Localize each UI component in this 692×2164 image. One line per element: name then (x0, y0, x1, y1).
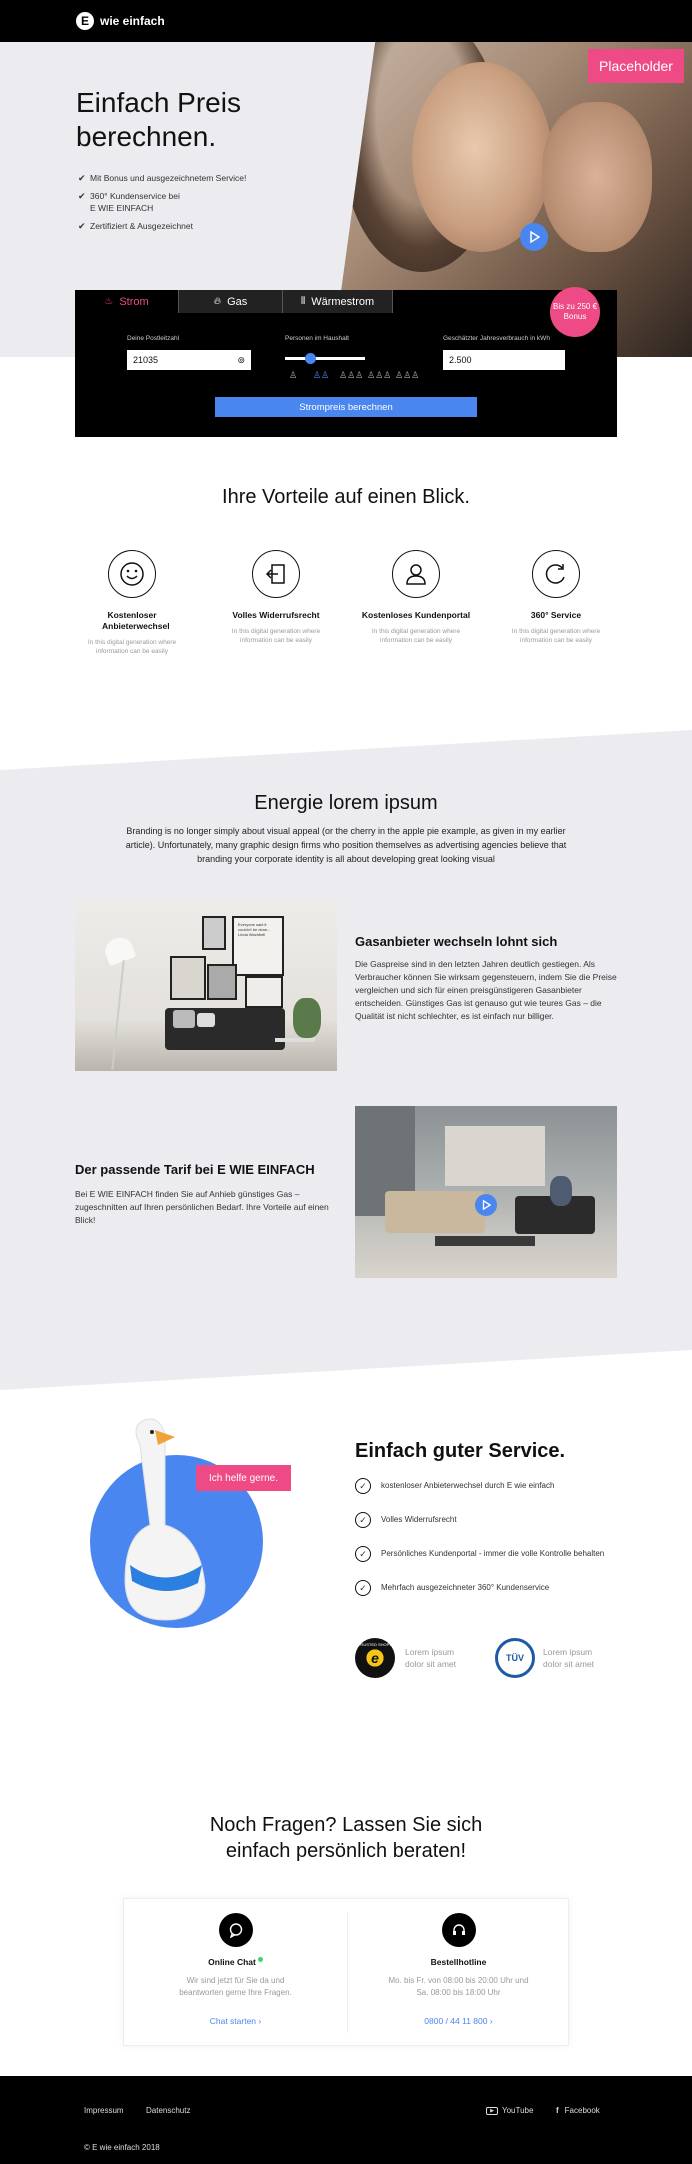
flame-icon: 🔥︎ (213, 296, 222, 307)
logo-mark[interactable]: E (76, 12, 94, 30)
seal-2-text: Lorem ipsum dolor sit amet (543, 1647, 595, 1669)
person-figure (550, 1176, 572, 1206)
check-circle-icon: ✓ (355, 1546, 371, 1562)
plant (293, 998, 321, 1038)
hero-benefit-item (78, 172, 246, 184)
picture-frame (245, 976, 283, 1008)
check-circle-icon: ✓ (355, 1478, 371, 1494)
chat-title-text: Online Chat (208, 1957, 256, 1967)
tab-label: Strom (119, 295, 149, 308)
chat-title (124, 1957, 347, 1967)
check-circle-icon: ✓ (355, 1512, 371, 1528)
energie-intro: Branding is no longer simply about visual appeal (or the cherry in the apple pie example, as given in my earlier article). Unfortunately, many graphic design firms who position themselves as advertising agencies believe that branding your corporate identity is all about developing great looking visual (125, 826, 567, 864)
vorteil-text: In this digital generation where information can be easily (511, 628, 601, 644)
check-icon: ✔ (78, 221, 86, 231)
vorteil-item (72, 550, 192, 656)
hero-benefit-text: Mit Bonus und ausgezeichnetem Service! (90, 173, 247, 183)
vorteil-text: In this digital generation where information can be easily (371, 628, 461, 644)
seal-1-text: Lorem ipsum dolor sit amet (405, 1647, 457, 1669)
article-2-text: Bei E WIE EINFACH finden Sie auf Anhieb günstiges Gas – zugeschnitten auf Ihren persönlichen Bedarf. Ihre Vorteile auf einen Blick! (75, 1189, 329, 1225)
copyright-text: © E wie einfach 2018 (84, 2143, 160, 2152)
vorteil-title: Kostenloses Kundenportal (361, 610, 471, 620)
lounge-image (355, 1106, 617, 1278)
online-status-dot (258, 1957, 263, 1962)
person-1-icon[interactable]: ♙ (288, 370, 298, 380)
smiley-icon (108, 550, 156, 598)
facebook-label: Facebook (564, 2106, 600, 2115)
tab-strom[interactable] (75, 290, 179, 313)
start-chat-link-label: Chat starten (209, 2016, 257, 2026)
hero-benefit-item (78, 190, 246, 214)
tariff-calculator (75, 290, 617, 437)
seal-label: TRUSTED SHOPS (357, 1642, 392, 1647)
vorteil-item (356, 550, 476, 645)
refresh-icon (532, 550, 580, 598)
person-5-icon[interactable]: ♙♙♙ (395, 370, 420, 380)
vorteil-title: Volles Widerrufsrecht (232, 610, 320, 620)
vorteile-title: Ihre Vorteile auf einen Blick. (222, 486, 470, 508)
service-item-text: Persönliches Kundenportal - immer die volle Kontrolle behalten (381, 1549, 605, 1558)
hotline-title: Bestellhotline (430, 1957, 487, 1967)
user-icon (392, 550, 440, 598)
datenschutz-link[interactable]: Datenschutz (146, 2106, 191, 2115)
hotline-column (347, 1899, 570, 2029)
postcode-value: 21035 (133, 355, 159, 365)
footer (0, 2076, 692, 2164)
person-2-icon[interactable]: ♙♙ (312, 370, 330, 380)
tuev-seal[interactable] (495, 1638, 535, 1678)
vorteil-text: In this digital generation where information can be easily (87, 639, 177, 655)
play-icon (481, 1200, 491, 1210)
tab-label: Wärmestrom (311, 295, 375, 308)
postcode-label: Deine Postleitzahl (127, 335, 180, 342)
article-2-title: Der passende Tarif bei E WIE EINFACH (75, 1162, 315, 1177)
postcode-input[interactable] (127, 350, 251, 370)
contact-title: Noch Fragen? Lassen Sie sich einfach persönlich beraten! (209, 1814, 483, 1862)
vorteil-title: Kostenloser Anbieterwechsel (102, 610, 170, 631)
chat-text: Wir sind jetzt für Sie da und beantworten gerne Ihre Fragen. (179, 1976, 292, 1997)
consumption-value: 2.500 (449, 355, 472, 365)
youtube-link[interactable] (486, 2106, 533, 2115)
service-title: Einfach guter Service. (355, 1440, 566, 1462)
start-chat-link[interactable] (210, 2016, 262, 2026)
person-4-icon[interactable]: ♙♙♙ (367, 370, 392, 380)
service-item-text: Mehrfach ausgezeichneter 360° Kundenservice (381, 1583, 550, 1592)
person-3-icon[interactable]: ♙♙♙ (339, 370, 364, 380)
placeholder-button[interactable]: Placeholder (588, 49, 684, 83)
seal-label: TÜV (506, 1653, 524, 1663)
living-room-image (75, 898, 337, 1071)
service-item (355, 1548, 625, 1562)
poster-text: Everyone said it couldn't be done... Linda Wachbell (238, 922, 271, 937)
service-item-text: Volles Widerrufsrecht (381, 1515, 457, 1524)
hero-video-play-button[interactable] (520, 223, 548, 251)
cushion (173, 1010, 195, 1028)
top-navigation-bar (0, 0, 692, 42)
check-icon: ✔ (78, 173, 86, 183)
consumption-input[interactable] (443, 350, 565, 370)
article-1-text: Die Gaspreise sind in den letzten Jahren deutlich gestiegen. Als Verbraucher können Sie wirksam gegensteuern, indem Sie die Preise vergleichen und sich für einen preisgünstigeren Gasanbieter entscheiden. Günstiges Gas ist genauso gut wie teures Gas – die Qualität ist nicht schlechter, es ist einfach nur billiger. (355, 959, 617, 1021)
hotline-text: Mo. bis Fr. von 08:00 bis 20:00 Uhr und Sa. 08:00 bis 18:00 Uhr (388, 1976, 529, 1997)
chevron-right-icon: › (489, 2016, 493, 2026)
goose-mascot-image (110, 1415, 220, 1625)
facebook-link[interactable] (556, 2106, 600, 2115)
chevron-right-icon: › (258, 2016, 262, 2026)
service-item (355, 1582, 625, 1596)
consumption-label: Geschätzter Jahresverbrauch in kWh (443, 335, 550, 342)
hero-image-hand (542, 102, 652, 252)
coffee-table (435, 1236, 535, 1246)
headset-icon (442, 1913, 476, 1947)
tab-gas[interactable] (179, 290, 283, 313)
vorteil-item (216, 550, 336, 645)
locate-icon[interactable]: ⊚ (237, 354, 245, 365)
side-table (275, 1038, 315, 1042)
logo-text[interactable]: wie einfach (100, 14, 165, 28)
contact-box (123, 1898, 569, 2046)
youtube-icon: ▶ (486, 2107, 498, 2115)
slider-handle[interactable] (305, 353, 316, 364)
service-item (355, 1514, 625, 1528)
calculate-price-button[interactable]: Strompreis berechnen (215, 397, 477, 417)
check-circle-icon: ✓ (355, 1580, 371, 1596)
persons-options (283, 370, 420, 381)
hotline-phone-label: 0800 / 44 11 800 (424, 2016, 488, 2026)
picture-frame (207, 964, 237, 1000)
energy-tabs (75, 290, 617, 313)
service-item-text: kostenloser Anbieterwechsel durch E wie einfach (381, 1481, 555, 1490)
vorteil-item (496, 550, 616, 645)
leather-chair (385, 1191, 485, 1233)
help-badge: Ich helfe gerne. (196, 1465, 291, 1491)
persons-label: Personen im Haushalt (285, 335, 349, 342)
service-item (355, 1480, 625, 1494)
e-logo-icon: e (371, 1650, 379, 1666)
vorteil-title: 360° Service (530, 610, 582, 620)
exit-arrow-icon (252, 550, 300, 598)
hero-benefit-list (78, 172, 246, 238)
picture-frame (202, 916, 226, 950)
kitchen-counter (445, 1126, 545, 1186)
hero-benefit-item (78, 220, 246, 232)
online-chat-column (124, 1899, 347, 2029)
video-play-button[interactable] (475, 1194, 497, 1216)
poster-frame (232, 916, 284, 976)
persons-slider[interactable] (285, 357, 365, 360)
hero-benefit-text: Zertifiziert & Ausgezeichnet (90, 221, 193, 231)
youtube-label: YouTube (502, 2106, 534, 2115)
trusted-shops-seal[interactable] (355, 1638, 395, 1678)
tab-label: Gas (227, 295, 248, 308)
cushion (197, 1013, 215, 1027)
vorteil-text: In this digital generation where information can be easily (231, 628, 321, 644)
play-icon (528, 231, 540, 243)
hotline-phone-link[interactable] (424, 2016, 492, 2026)
energie-title: Energie lorem ipsum (254, 792, 438, 814)
flame-icon: ♨ (104, 296, 114, 307)
service-list (355, 1480, 625, 1616)
chat-icon (219, 1913, 253, 1947)
article-1-title: Gasanbieter wechseln lohnt sich (355, 934, 558, 949)
tab-waermestrom[interactable] (283, 290, 393, 313)
check-icon: ✔ (78, 191, 86, 201)
heater-icon: ⦀ (300, 296, 306, 307)
impressum-link[interactable]: Impressum (84, 2106, 124, 2115)
facebook-icon: f (556, 2106, 559, 2115)
hero-benefit-text: 360° Kundenservice bei E WIE EINFACH (90, 191, 180, 213)
hero-title: Einfach Preis berechnen. (76, 87, 241, 152)
picture-frame (170, 956, 206, 1000)
bonus-badge: Bis zu 250 € Bonus (550, 287, 600, 337)
